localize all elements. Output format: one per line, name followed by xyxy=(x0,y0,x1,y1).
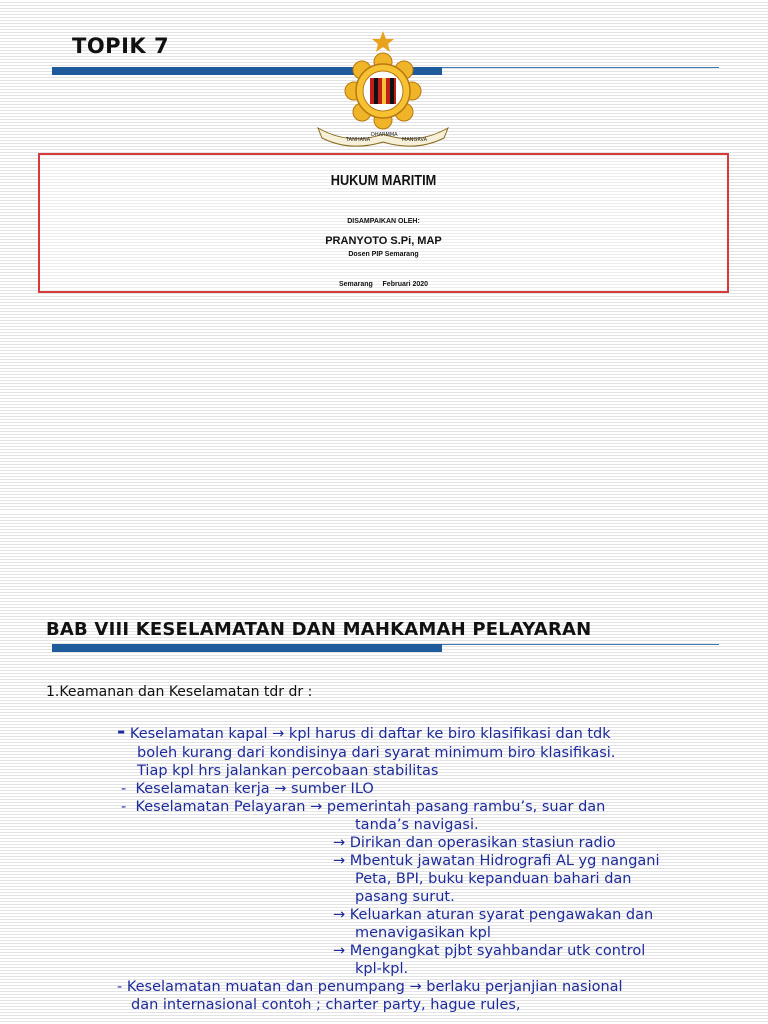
body-line-6: tanda’s navigasi. xyxy=(355,817,479,833)
bullet-dash: - xyxy=(121,781,131,797)
arrow-item-3-cont: menavigasikan kpl xyxy=(355,925,491,941)
star-icon xyxy=(372,31,394,52)
text: Keselamatan kerja xyxy=(135,781,270,797)
text: kpl harus di daftar ke biro klasifikasi dan tdk xyxy=(288,726,611,742)
arrow-item-4 xyxy=(333,942,645,960)
body-line-3: Tiap kpl hrs jalankan percobaan stabilitas xyxy=(137,763,439,779)
text: Mbentuk jawatan Hidrografi AL yg nangani xyxy=(349,853,660,869)
topic-heading: TOPIK 7 xyxy=(72,34,170,58)
header-bar-thin xyxy=(442,67,719,68)
arrow-icon: → xyxy=(333,907,346,923)
title-box xyxy=(38,153,729,293)
body-line-5 xyxy=(121,798,605,816)
emblem-ribbon-center: DHARMMA xyxy=(371,132,398,138)
chapter-title: BAB VIII KESELAMATAN DAN MAHKAMAH PELAYARAN xyxy=(46,619,592,640)
arrow-item-1 xyxy=(333,834,616,852)
intro-line: 1.Keamanan dan Keselamatan tdr dr : xyxy=(46,684,313,700)
place-date xyxy=(40,281,727,288)
arrow-icon: → xyxy=(310,799,323,815)
presented-by-label: DISAMPAIKAN OLEH: xyxy=(347,218,420,225)
arrow-item-2-cont2: pasang surut. xyxy=(355,889,455,905)
body-line-2: boleh kurang dari kondisinya dari syarat minimum biro klasifikasi. xyxy=(137,745,616,761)
arrow-item-2 xyxy=(333,852,660,870)
presenter-name: PRANYOTO S.Pi, MAP xyxy=(325,235,442,247)
text: pemerintah pasang rambu’s, suar dan xyxy=(326,799,606,815)
text: Keselamatan Pelayaran xyxy=(135,799,306,815)
content-slide xyxy=(0,512,768,1024)
text: - Keselamatan muatan dan penumpang xyxy=(117,979,405,995)
text: berlaku perjanjian nasional xyxy=(426,979,623,995)
arrow-item-3 xyxy=(333,906,653,924)
arrow-icon: → xyxy=(333,853,346,869)
date: Februari 2020 xyxy=(382,281,429,288)
arrow-icon: → xyxy=(333,943,346,959)
lemhannas-emblem xyxy=(310,28,456,148)
chapter-bar-thin xyxy=(442,644,719,645)
arrow-icon: → xyxy=(409,979,422,995)
text: Keluarkan aturan syarat pengawakan dan xyxy=(349,907,654,923)
bullet-dash: - xyxy=(121,799,131,815)
text: Mengangkat pjbt syahbandar utk control xyxy=(349,943,646,959)
arrow-icon: → xyxy=(272,726,285,742)
body-line-1 xyxy=(117,719,611,743)
emblem-ribbon-left: TANHANA xyxy=(346,137,371,143)
body-line-4 xyxy=(121,780,374,798)
arrow-icon: → xyxy=(333,835,346,851)
text: sumber ILO xyxy=(290,781,374,797)
bullet-dash: - xyxy=(117,719,126,743)
emblem-ribbon-right: MANGRVA xyxy=(402,137,428,143)
body-line-7 xyxy=(117,978,623,996)
presenter-role: Dosen PIP Semarang xyxy=(348,251,419,258)
course-title: HUKUM MARITIM xyxy=(330,172,437,189)
text: Dirikan dan operasikan stasiun radio xyxy=(349,835,616,851)
text: Keselamatan kapal xyxy=(129,726,268,742)
place: Semarang xyxy=(338,281,373,288)
arrow-icon: → xyxy=(274,781,287,797)
body-line-8: dan internasional contoh ; charter party, hague rules, xyxy=(131,997,521,1013)
arrow-item-2-cont: Peta, BPI, buku kepanduan bahari dan xyxy=(355,871,632,887)
arrow-item-4-cont: kpl-kpl. xyxy=(355,961,409,977)
chapter-bar-thick xyxy=(52,644,442,652)
